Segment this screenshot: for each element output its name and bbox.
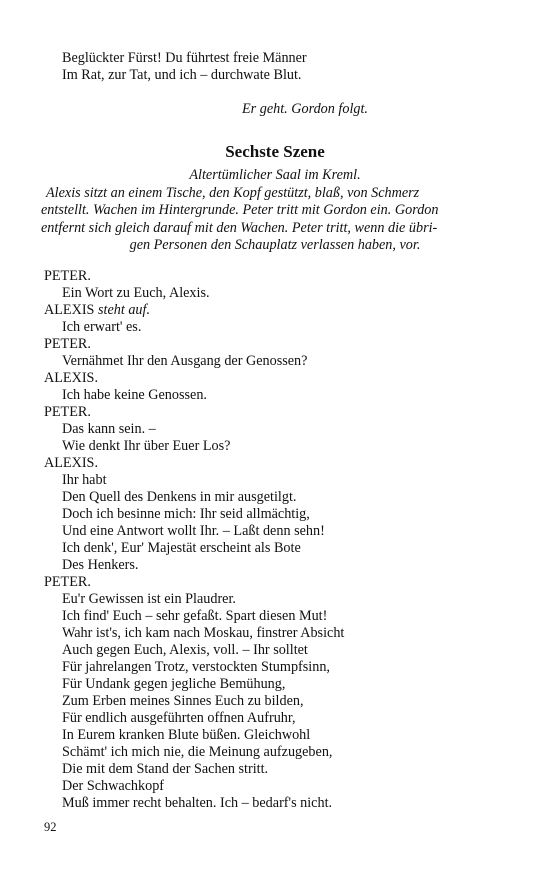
stage-direction-inline: steht auf. [94,302,151,318]
verse-line: Ich find' Euch – sehr gefaßt. Spart diesen Mut! [62,608,328,624]
verse-line: Wie denkt Ihr über Euer Los? [62,438,231,454]
verse-line: Und eine Antwort wollt Ihr. – Laßt denn sehn! [62,523,325,539]
scene-description [41,167,506,255]
verse-line: Schämt' ich mich nie, die Meinung aufzugeben, [62,744,333,760]
verse-line: Für jahrelangen Trotz, verstockten Stumpfsinn, [62,659,330,675]
verse-line: Die mit dem Stand der Sachen stritt. [62,761,269,777]
speaker-label: ALEXIS [44,302,95,318]
verse-block-top [44,50,506,84]
dialogue [44,268,506,812]
speaker-name [44,302,506,319]
speaker-label: PETER. [44,268,91,284]
speaker-label: PETER. [44,574,91,590]
verse-line: Eu'r Gewissen ist ein Plaudrer. [62,591,236,607]
verse-line: Im Rat, zur Tat, und ich – durchwate Blut. [62,67,302,83]
scene-description-line: entstellt. Wachen im Hintergrunde. Peter tritt mit Gordon ein. Gordon [41,202,439,218]
speaker-label: PETER. [44,404,91,420]
verse-line: Ich habe keine Genossen. [62,387,207,403]
verse-line: Des Henkers. [62,557,139,573]
speaker-name [44,455,506,472]
scene-description-line: gen Personen den Schauplatz verlassen haben, vor. [129,237,421,253]
verse-line: Vernähmet Ihr den Ausgang der Genossen? [62,353,308,369]
verse-line: Zum Erben meines Sinnes Euch zu bilden, [62,693,304,709]
verse-line: Wahr ist's, ich kam nach Moskau, finstrer Absicht [62,625,345,641]
scene-description-line: entfernt sich gleich darauf mit den Wachen. Peter tritt, wenn die übri- [41,219,438,236]
speaker-label: ALEXIS. [44,455,98,471]
verse-line: Das kann sein. – [62,421,156,437]
speaker-name [44,370,506,387]
verse-line: Für Undank gegen jegliche Bemühung, [62,676,286,692]
scene-description-line: Alexis sitzt an einem Tische, den Kopf gestützt, blaß, von Schmerz [46,184,420,201]
verse-line: Der Schwachkopf [62,778,165,794]
speaker-name [44,268,506,285]
verse-line: Für endlich ausgeführten offnen Aufruhr, [62,710,296,726]
verse-line: Ein Wort zu Euch, Alexis. [62,285,210,301]
verse-line: Ich denk', Eur' Majestät erscheint als Bote [62,540,301,556]
verse-line: Auch gegen Euch, Alexis, voll. – Ihr solltet [62,642,308,658]
speaker-label: PETER. [44,336,91,352]
page-number: 92 [44,820,57,834]
verse-line: Beglückter Fürst! Du führtest freie Männer [62,50,307,66]
scene-heading: Sechste Szene [225,142,325,161]
speaker-name [44,574,506,591]
verse-line: Ihr habt [62,472,107,488]
stage-direction-exit: Er geht. Gordon folgt. [242,101,368,117]
verse-line: Muß immer recht behalten. Ich – bedarf's nicht. [62,795,333,811]
speaker-name [44,404,506,421]
speaker-name [44,336,506,353]
scene-location: Altertümlicher Saal im Kreml. [189,167,361,183]
verse-line: Doch ich besinne mich: Ihr seid allmächtig, [62,506,310,522]
speaker-label: ALEXIS. [44,370,98,386]
verse-line: Den Quell des Denkens in mir ausgetilgt. [62,489,297,505]
verse-line: Ich erwart' es. [62,319,142,335]
verse-line: In Eurem kranken Blute büßen. Gleichwohl [62,727,311,743]
